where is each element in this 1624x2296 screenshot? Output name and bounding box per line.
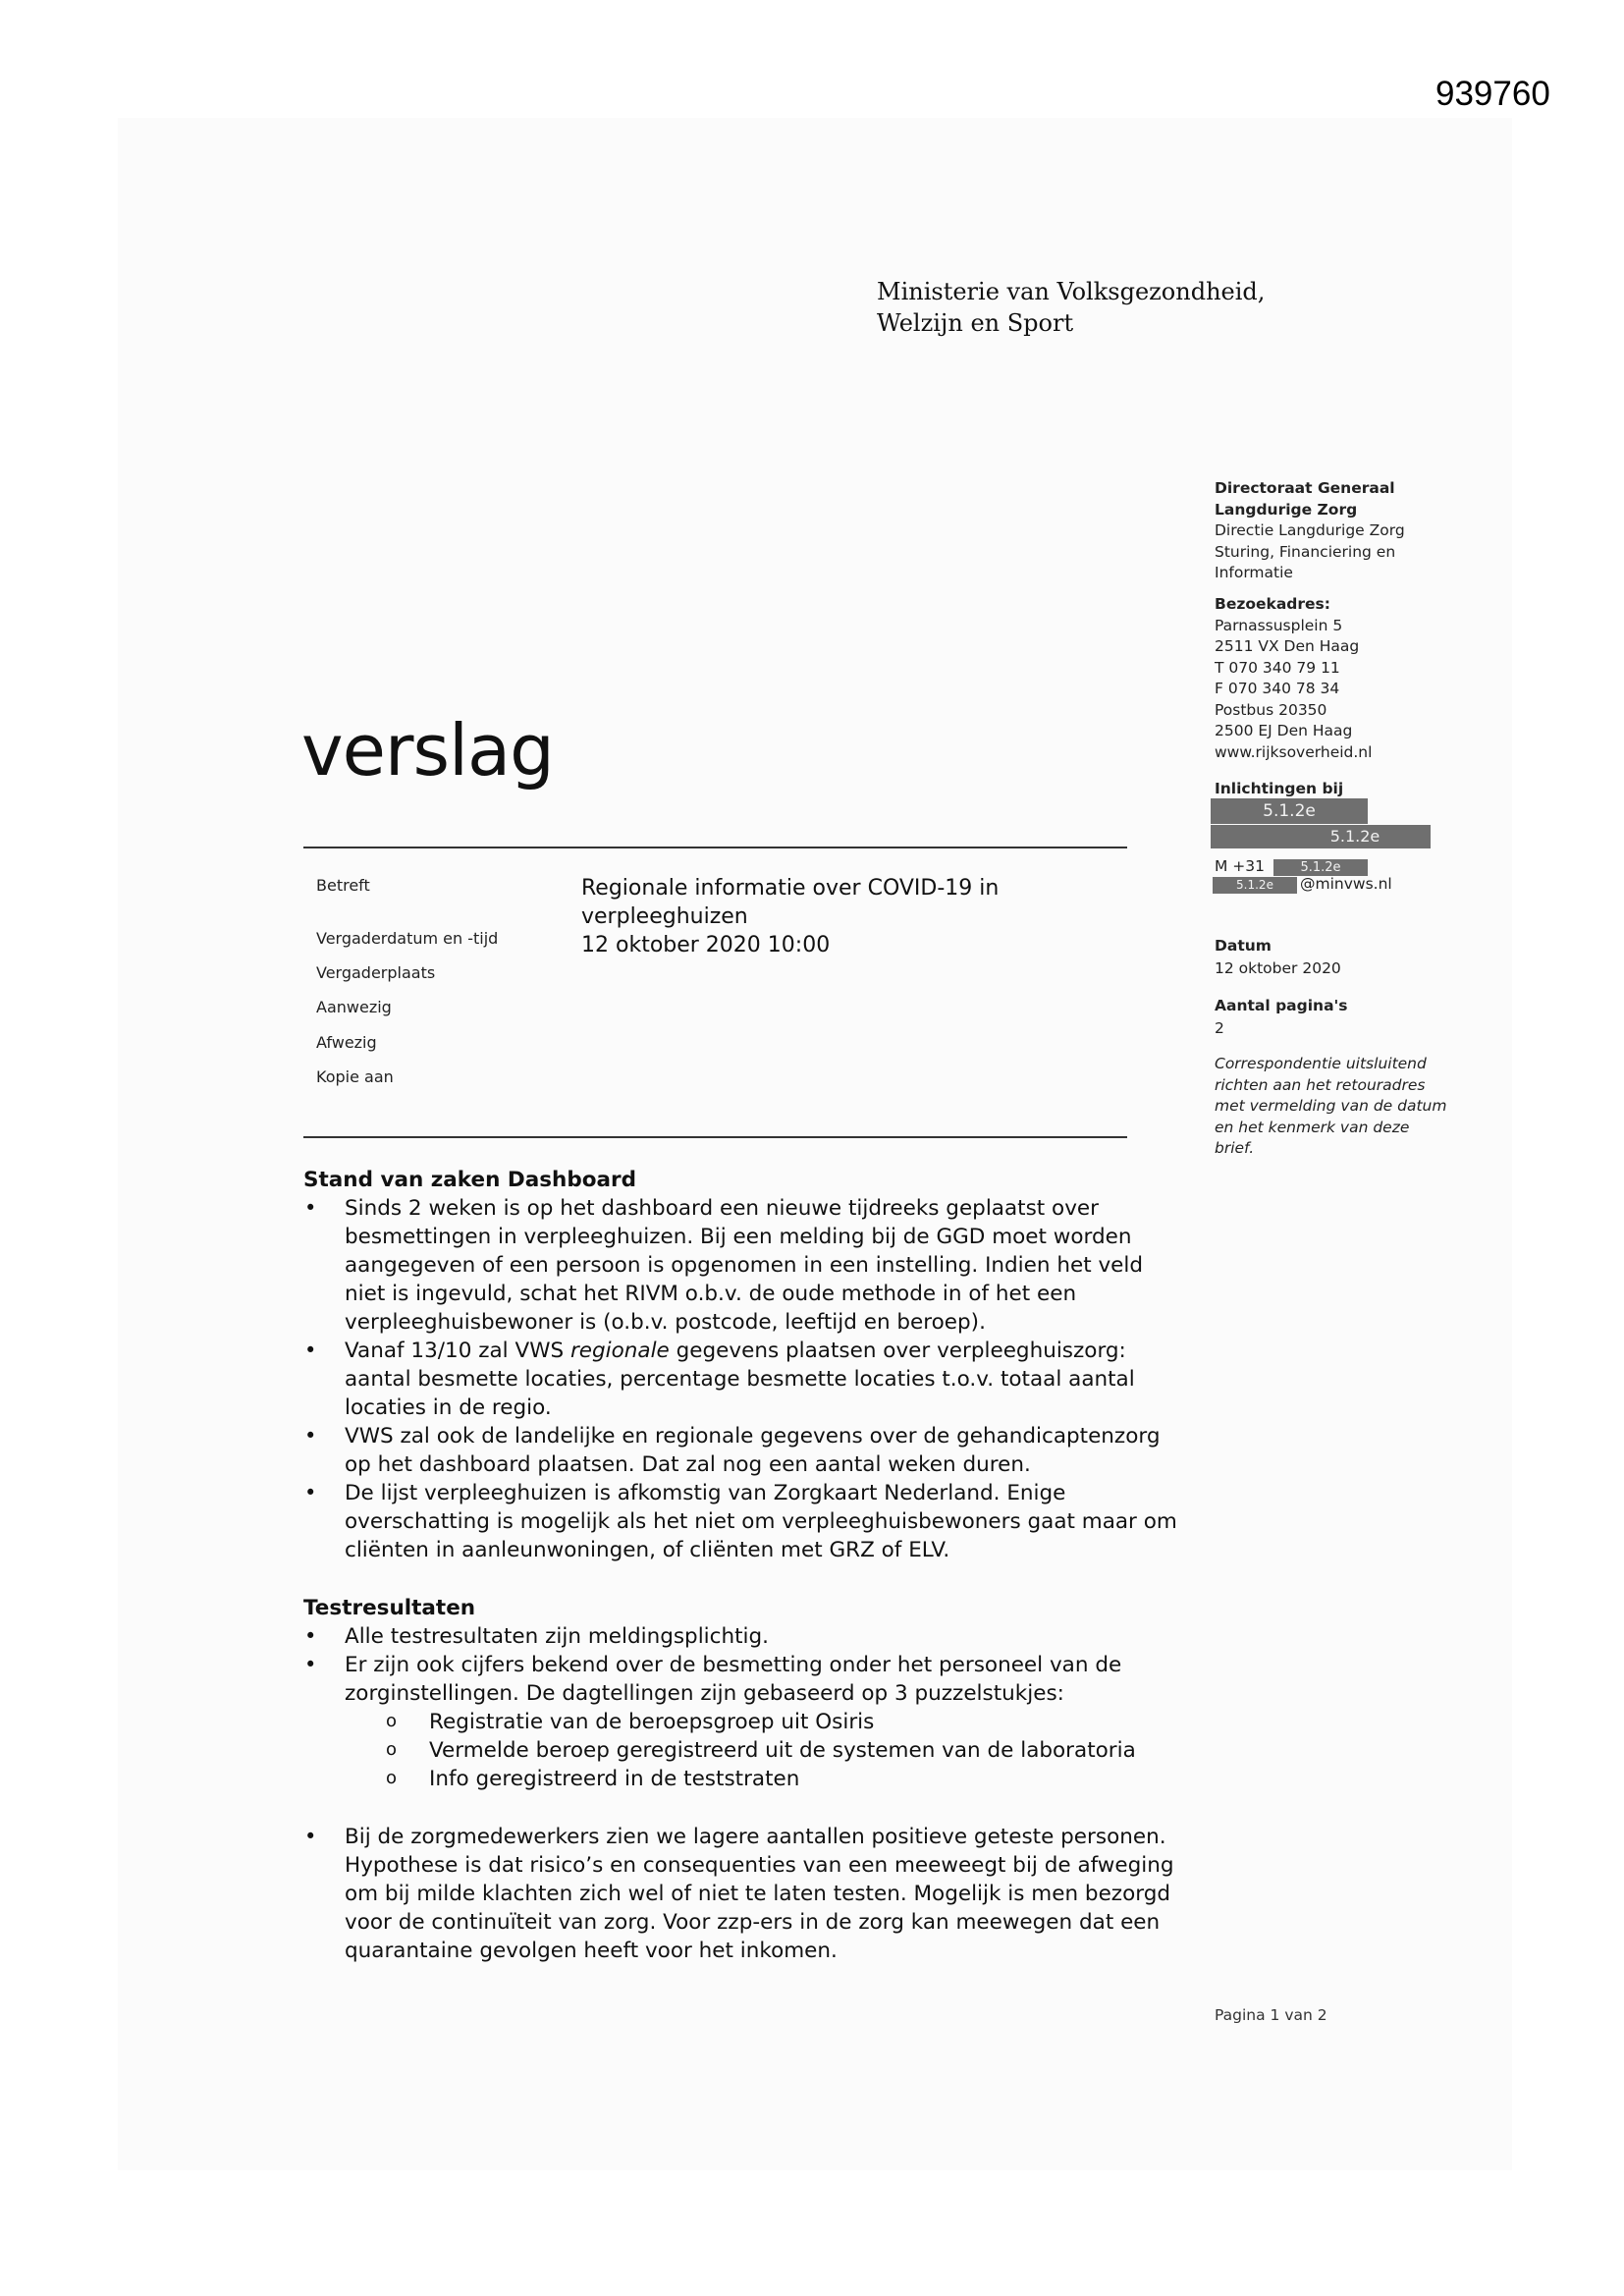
list-item: • Bij de zorgmedewerkers zien we lagere aantallen positieve geteste personen. Hypothese is dat risico’s en consequenties van een meeweegt bij de afweging om bij milde klachten zich wel of niet te laten testen. Mogelijk is men bezorgd voor de continuïteit van zorg. Voor zzp-ers in de zorg kan meewegen dat een quarantaine gevolgen heeft voor het inkomen. bbox=[303, 1823, 1187, 1965]
dashboard-bullets bbox=[303, 1194, 1187, 1564]
list-item: • De lijst verpleeghuizen is afkomstig van Zorgkaart Nederland. Enige overschatting is mogelijk als het niet om verpleeghuisbewoners gaat maar om cliënten in aanleunwoningen, of cliënten met GRZ of ELV. bbox=[303, 1479, 1187, 1564]
visit-address bbox=[1215, 594, 1372, 763]
sub-list-item: o Info geregistreerd in de teststraten bbox=[303, 1765, 1187, 1793]
tests-bullets bbox=[303, 1622, 1187, 1708]
dept-line-3: Informatie bbox=[1215, 564, 1293, 581]
redaction-block: 5.1.2e bbox=[1213, 877, 1297, 894]
ministry-line-1: Ministerie van Volksgezondheid, bbox=[877, 278, 1266, 305]
sub-list bbox=[303, 1708, 1187, 1793]
label-subject: Betreft bbox=[316, 876, 370, 895]
note-line: brief. bbox=[1215, 1139, 1255, 1157]
meta-values bbox=[581, 874, 999, 959]
address-line: T 070 340 79 11 bbox=[1215, 658, 1340, 677]
list-item: • Alle testresultaten zijn meldingsplichtig. bbox=[303, 1622, 1187, 1651]
info-label: Inlichtingen bij bbox=[1215, 780, 1344, 797]
label-present: Aanwezig bbox=[316, 998, 392, 1016]
sender-org bbox=[1215, 478, 1405, 584]
note-line: richten aan het retouradres bbox=[1215, 1075, 1426, 1094]
website: www.rijksoverheid.nl bbox=[1215, 742, 1373, 761]
sub-list-item: o Registratie van de beroepsgroep uit Osiris bbox=[303, 1708, 1187, 1736]
redaction-block: 5.1.2e bbox=[1211, 825, 1431, 848]
top-divider bbox=[303, 847, 1127, 848]
sub-list-item: o Vermelde beroep geregistreerd uit de systemen van de laboratoria bbox=[303, 1736, 1187, 1765]
label-location: Vergaderplaats bbox=[316, 963, 436, 982]
address-line: F 070 340 78 34 bbox=[1215, 680, 1340, 697]
ministry-line-2: Welzijn en Sport bbox=[877, 309, 1074, 337]
page-footer: Pagina 1 van 2 bbox=[1215, 2006, 1327, 2024]
meeting-datetime: 12 oktober 2020 10:00 bbox=[581, 933, 831, 957]
redaction-block: 5.1.2e bbox=[1273, 859, 1368, 876]
document-title: verslag bbox=[301, 709, 554, 792]
note-line: met vermelding van de datum bbox=[1215, 1097, 1447, 1115]
list-item: • Sinds 2 weken is op het dashboard een nieuwe tijdreeks geplaatst over besmettingen in verpleeghuizen. Bij een melding bij de GGD moet worden aangegeven of een persoon is opgenomen in een instelling. Indien het veld niet is ingevuld, schat het RIVM o.b.v. de oude methode in of het een verpleeghuisbewoner is (o.b.v. postcode, leeftijd en beroep). bbox=[303, 1194, 1187, 1337]
bottom-divider bbox=[303, 1136, 1127, 1138]
email-suffix: @minvws.nl bbox=[1300, 875, 1392, 893]
org-line-2: Langdurige Zorg bbox=[1215, 500, 1358, 519]
correspondence-note bbox=[1215, 1054, 1446, 1160]
address-line: Parnassusplein 5 bbox=[1215, 616, 1343, 634]
list-item: • VWS zal ook de landelijke en regionale gegevens over de gehandicaptenzorg op het dashboard plaatsen. Dat zal nog een aantal weken duren. bbox=[303, 1422, 1187, 1479]
tests-bullets-continued bbox=[303, 1823, 1187, 1965]
label-datetime: Vergaderdatum en -tijd bbox=[316, 929, 499, 948]
text-span: Vanaf 13/10 zal VWS bbox=[345, 1339, 570, 1363]
note-line: Correspondentie uitsluitend bbox=[1215, 1055, 1427, 1072]
pages-label: Aantal pagina's bbox=[1215, 997, 1348, 1014]
label-absent: Afwezig bbox=[316, 1033, 377, 1052]
address-line: 2500 EJ Den Haag bbox=[1215, 722, 1353, 739]
section-heading-tests: Testresultaten bbox=[303, 1596, 476, 1620]
spacer bbox=[303, 1564, 1187, 1594]
org-line-1: Directoraat Generaal bbox=[1215, 479, 1395, 497]
redaction-block: 5.1.2e bbox=[1211, 798, 1368, 824]
dept-line-2: Sturing, Financiering en bbox=[1215, 542, 1396, 561]
dept-line-1: Directie Langdurige Zorg bbox=[1215, 521, 1405, 539]
address-line: Postbus 20350 bbox=[1215, 700, 1327, 719]
date-value: 12 oktober 2020 bbox=[1215, 959, 1341, 977]
note-line: en het kenmerk van deze bbox=[1215, 1118, 1410, 1136]
report-body bbox=[303, 1166, 1187, 1965]
label-copy: Kopie aan bbox=[316, 1067, 394, 1086]
document-number: 939760 bbox=[1435, 75, 1550, 113]
pages-value: 2 bbox=[1215, 1019, 1224, 1037]
list-item: • Er zijn ook cijfers bekend over de besmetting onder het personeel van de zorginstellingen. De dagtellingen zijn gebaseerd op 3 puzzelstukjes: bbox=[303, 1651, 1187, 1708]
phone-prefix: M +31 bbox=[1215, 857, 1266, 875]
date-label: Datum bbox=[1215, 937, 1272, 955]
visit-label: Bezoekadres: bbox=[1215, 595, 1330, 613]
text-span: gegevens plaatsen over verpleeghuiszorg: aantal besmette locaties, percentage besmette locaties t.o.v. totaal aantal locaties in de regio. bbox=[345, 1339, 1135, 1420]
emphasis-text: regionale bbox=[569, 1339, 670, 1363]
spacer bbox=[303, 1793, 1187, 1823]
address-line: 2511 VX Den Haag bbox=[1215, 637, 1360, 655]
section-heading-dashboard: Stand van zaken Dashboard bbox=[303, 1168, 637, 1192]
subject-line-1: Regionale informatie over COVID-19 in bbox=[581, 876, 1000, 901]
ministry-logo-text bbox=[877, 276, 1265, 339]
list-item bbox=[303, 1337, 1187, 1422]
subject-line-2: verpleeghuizen bbox=[581, 904, 748, 929]
